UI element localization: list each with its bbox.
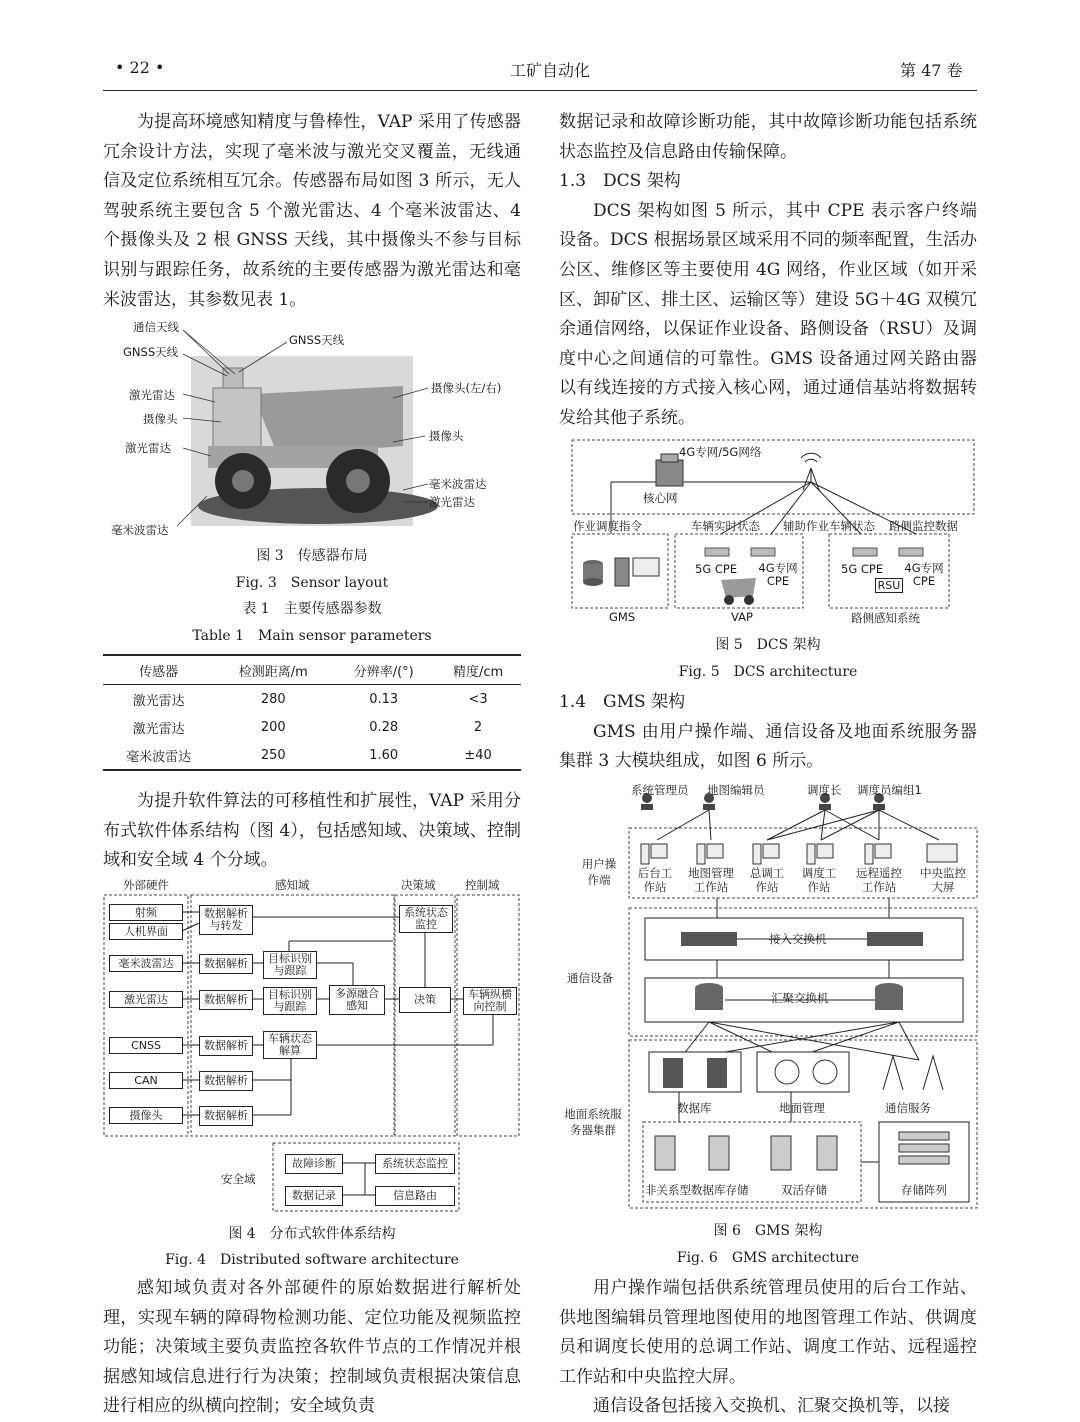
decision-box: 决策 xyxy=(399,987,451,1013)
domain-perception: 感知域 xyxy=(275,878,310,892)
agg-switch-label: 汇聚交换机 xyxy=(771,991,829,1005)
map-server-icon xyxy=(757,1052,849,1092)
role-admin: 系统管理员 xyxy=(631,783,689,797)
net-label: 4G专网/5G网络 xyxy=(679,445,762,459)
section-server: 地面系统服务器集群 xyxy=(564,1107,622,1137)
store-dual: 双活存储 xyxy=(781,1183,827,1197)
page-number: • 22 • xyxy=(115,58,165,77)
store-nosql: 非关系型数据库存储 xyxy=(645,1183,749,1197)
cpe5-vap: 5G CPE xyxy=(695,562,738,576)
figure-4 xyxy=(103,877,521,1213)
gms-label: GMS xyxy=(609,610,636,624)
comm-tower-icon xyxy=(883,1056,943,1090)
left-para-3: 感知域负责对各外部硬件的原始数据进行解析处理，实现车辆的障碍物检测功能、定位功能及视频监控功能；决策域主要负责监控各软件节点的工作情况并根据感知域信息进行行为决策；控制域负责根据决策信息进行相应的纵横向控制；安全域负责 xyxy=(103,1278,521,1417)
cell: 2 xyxy=(473,719,483,735)
access-switch-label: 接入交换机 xyxy=(769,932,827,946)
col-header: 检测距离/m xyxy=(214,655,332,685)
col-header: 传感器 xyxy=(103,655,214,685)
station-map: 地图管理工作站 xyxy=(688,866,734,894)
map-label: 地面管理 xyxy=(779,1101,825,1115)
label-camera-1: 摄像头 xyxy=(143,412,178,426)
cell: 激光雷达 xyxy=(132,693,185,709)
safety-domain-label: 安全域 xyxy=(221,1172,256,1186)
domain-decision: 决策域 xyxy=(401,878,436,892)
fig6-caption-en: Fig. 6 GMS architecture xyxy=(676,1250,860,1266)
figure-6 xyxy=(559,778,979,1210)
link-aux: 辅助作业车辆状态 xyxy=(783,519,875,533)
table-row xyxy=(103,741,521,770)
station-dispatch: 调度工作站 xyxy=(801,866,837,894)
data-record: 数据记录 xyxy=(285,1186,343,1206)
fig3-caption-en: Fig. 3 Sensor layout xyxy=(235,575,389,591)
label-camera-lr: 摄像头(左/右) xyxy=(431,381,502,395)
server-icon xyxy=(583,558,659,586)
label-lidar-2: 激光雷达 xyxy=(125,441,171,455)
left-para-2: 为提升软件算法的可移植性和扩展性，VAP 采用分布式软件体系结构（图 4），包括感知域、决策域、控制域和安全域 4 个分域。 xyxy=(103,791,521,871)
cell: 0.13 xyxy=(369,691,399,707)
track-mmwave: 目标识别与跟踪 xyxy=(263,951,317,979)
header-rule xyxy=(103,90,977,91)
vehicle-state: 车辆状态解算 xyxy=(263,1031,317,1059)
fig5-caption-cn: 图 5 DCS 架构 xyxy=(715,637,821,653)
label-lidar-1: 激光雷达 xyxy=(129,388,175,402)
volume-label: 第 47 卷 xyxy=(900,61,963,80)
cpe-device-icon xyxy=(853,548,877,556)
label-camera-2: 摄像头 xyxy=(429,429,464,443)
fig6-caption-cn: 图 6 GMS 架构 xyxy=(713,1223,823,1239)
col-header: 精度/cm xyxy=(435,655,521,685)
hw-hmi: 人机界面 xyxy=(109,923,183,940)
left-para-1: 为提高环境感知精度与鲁棒性，VAP 采用了传感器冗余设计方法，实现了毫米波与激光交叉覆盖，无线通信及定位系统相互冗余。传感器布局如图 3 所示，无人驾驶系统主要包含 5 个激光雷达、4 个毫米波雷达、4 个摄像头及 2 根 GNSS 天线，其中摄像头不参与目标识别与跟踪任务，故系统的主要传感器为激光雷达和毫米波雷达，其参数见表 1。 xyxy=(103,112,521,310)
cell: 250 xyxy=(214,741,332,770)
vap-label: VAP xyxy=(731,610,753,624)
label-mmwave-1: 毫米波雷达 xyxy=(429,477,487,491)
station-screen: 中央监控大屏 xyxy=(920,866,966,894)
cpe5-road: 5G CPE xyxy=(841,562,884,576)
label-gnss-top: GNSS天线 xyxy=(289,333,345,347)
role-dispatcher: 调度员编组1 xyxy=(857,783,922,797)
truck-icon xyxy=(721,578,756,605)
control-box: 车辆纵横向控制 xyxy=(463,987,517,1015)
db-label: 数据库 xyxy=(677,1101,712,1115)
section-1-4: 1.4 GMS 架构 xyxy=(559,692,686,712)
label-antenna: 通信天线 xyxy=(133,320,179,334)
fig5-caption-en: Fig. 5 DCS architecture xyxy=(678,664,858,680)
section-1-3: 1.3 DCS 架构 xyxy=(559,171,681,192)
label-mmwave-2: 毫米波雷达 xyxy=(111,523,169,537)
fig4-caption-en: Fig. 4 Distributed software architecture xyxy=(165,1252,459,1268)
cell: <3 xyxy=(468,691,488,707)
hw-gnss: CNSS xyxy=(109,1037,183,1054)
road-label: 路侧感知系统 xyxy=(851,611,920,625)
station-general: 总调工作站 xyxy=(749,866,785,894)
cell: 毫米波雷达 xyxy=(103,741,214,770)
cell: 激光雷达 xyxy=(132,721,185,737)
workstation-icon xyxy=(641,844,957,864)
cell: 280 xyxy=(260,691,286,707)
table-row xyxy=(103,685,521,714)
station-backend: 后台工作站 xyxy=(637,866,673,894)
section-user: 用户操作端 xyxy=(581,857,617,887)
right-para-2: 1.4 GMS 架构 GMS 由用户操作端、通信设备及地面系统服务器集群 3 大模块组成，如图 6 所示。 xyxy=(559,688,977,777)
section-comm: 通信设备 xyxy=(567,971,613,985)
table-row xyxy=(103,713,521,741)
parse-gnss: 数据解析 xyxy=(199,1036,253,1056)
domain-hardware: 外部硬件 xyxy=(123,878,169,892)
cell: 200 xyxy=(260,719,286,735)
label-lidar-3: 激光雷达 xyxy=(429,495,475,509)
link-vehicle: 车辆实时状态 xyxy=(691,519,760,533)
storage-icon xyxy=(655,1132,949,1170)
core-label: 核心网 xyxy=(643,491,678,505)
hw-mmwave: 毫米波雷达 xyxy=(109,955,183,972)
info-route: 信息路由 xyxy=(375,1186,455,1206)
cell: 0.28 xyxy=(369,719,399,735)
db-server-icon xyxy=(649,1052,741,1092)
fig3-caption-cn: 图 3 传感器布局 xyxy=(256,548,368,564)
hw-lidar: 激光雷达 xyxy=(109,991,183,1008)
fig6-lines xyxy=(559,778,979,1210)
cpe4-vap: 4G专网 CPE xyxy=(758,561,798,588)
role-chief: 调度长 xyxy=(807,783,842,797)
cpe4-road: 4G专网 CPE xyxy=(904,561,944,588)
link-road: 路侧监控数据 xyxy=(889,519,958,533)
sensor-table xyxy=(103,654,521,771)
sys-monitor-2: 系统状态监控 xyxy=(375,1154,455,1174)
right-para-1: 数据记录和故障诊断功能，其中故障诊断功能包括系统状态监控及信息路由传输保障。 1.3 DCS 架构 DCS 架构如图 5 所示，其中 CPE 表示客户终端设备。DCS 根据场景区域采用不同的频率配置，生活办公区、维修区等主要使用 4G 网络，作业区域（如开采区、卸矿区、排土区、运输区等）建设 5G＋4G 双模冗余通信网络，以保证作业设备、路侧设备（RSU）及调度中心之间通信的可靠性。GMS 设备通过网关路由器以有线连接的方式接入核心网，通过通信基站将数据转发给其他子系统。 xyxy=(559,112,977,428)
station-remote: 远程遥控工作站 xyxy=(856,866,902,894)
fault-diag: 故障诊断 xyxy=(285,1154,343,1174)
sys-monitor: 系统状态监控 xyxy=(399,905,453,933)
domain-control: 控制域 xyxy=(465,878,500,892)
store-array: 存储阵列 xyxy=(901,1183,947,1197)
col-header: 分辨率/(°) xyxy=(332,655,435,685)
cpe-device-icon xyxy=(751,548,775,556)
hw-camera: 摄像头 xyxy=(109,1107,183,1124)
cpe-device-icon xyxy=(899,548,923,556)
parse-lidar: 数据解析 xyxy=(199,990,253,1010)
fig4-caption-cn: 图 4 分布式软件体系结构 xyxy=(228,1226,396,1242)
track-lidar: 目标识别与跟踪 xyxy=(263,987,317,1015)
parse-camera: 数据解析 xyxy=(199,1106,253,1126)
rsu-box: RSU xyxy=(875,578,903,593)
figure-3 xyxy=(103,316,521,546)
cpe-device-icon xyxy=(705,548,729,556)
role-map-editor: 地图编辑员 xyxy=(707,783,765,797)
cell: ±40 xyxy=(435,741,521,770)
hw-rf: 射频 xyxy=(109,904,183,921)
parse-forward: 数据解析与转发 xyxy=(199,905,253,935)
table1-caption-en: Table 1 Main sensor parameters xyxy=(192,628,432,644)
label-gnss-left: GNSS天线 xyxy=(123,345,179,359)
cell: 1.60 xyxy=(332,741,435,770)
hw-can: CAN xyxy=(109,1072,183,1089)
comm-label: 通信服务 xyxy=(885,1101,931,1115)
link-dispatch: 作业调度指令 xyxy=(573,519,642,533)
table1-caption-cn: 表 1 主要传感器参数 xyxy=(242,601,382,617)
figure-5 xyxy=(571,438,975,626)
parse-can: 数据解析 xyxy=(199,1071,253,1091)
parse-mmwave: 数据解析 xyxy=(199,954,253,974)
journal-title: 工矿自动化 xyxy=(510,61,591,80)
fusion-box: 多源融合感知 xyxy=(329,985,385,1015)
right-para-3: 用户操作端包括供系统管理员使用的后台工作站、供地图编辑员管理地图使用的地图管理工作站、供调度员和调度长使用的总调工作站、调度工作站、远程遥控工作站和中央监控大屏。 通信设备包括接入交换机、汇聚交换机等，以接 xyxy=(559,1278,977,1417)
